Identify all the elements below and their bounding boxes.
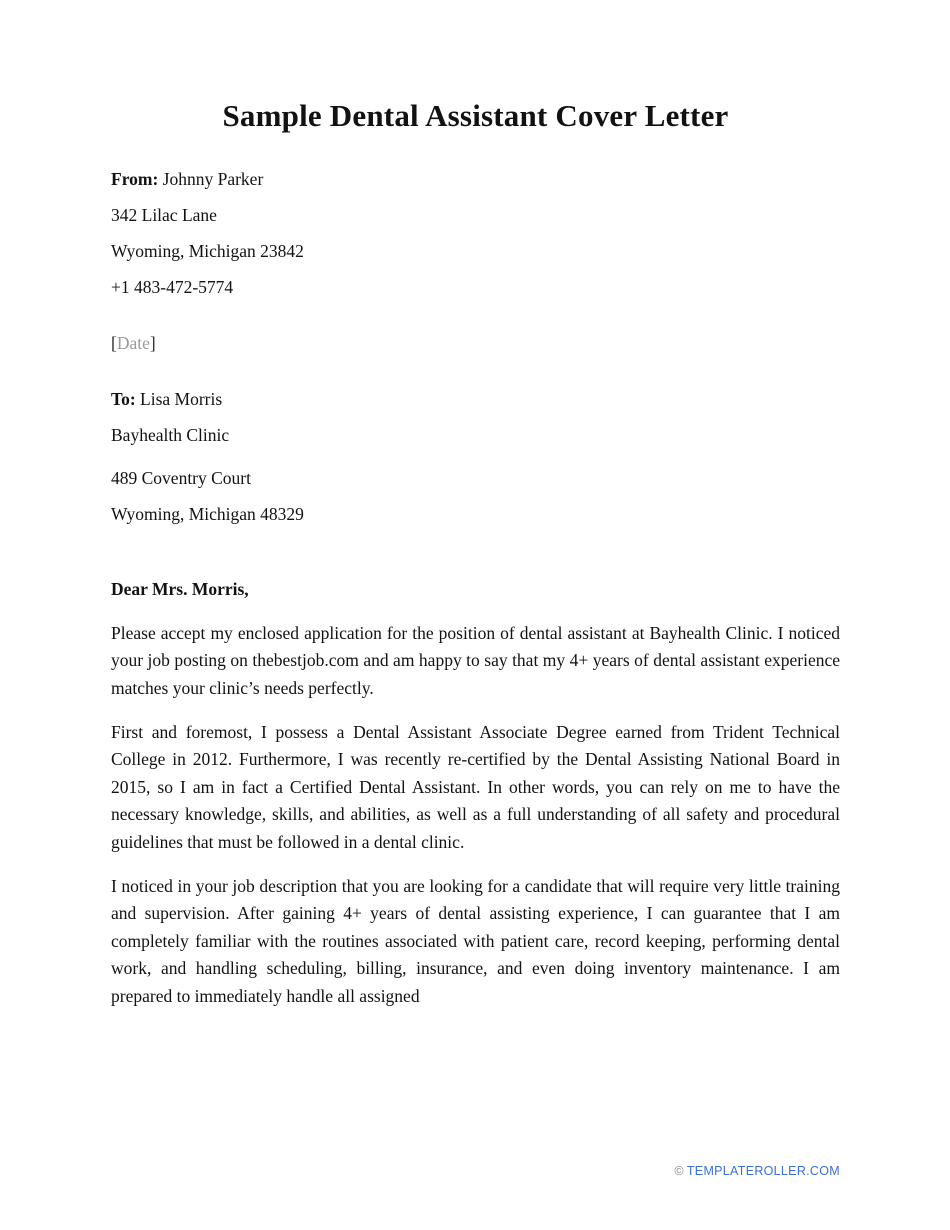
recipient-block [111, 381, 840, 532]
page-footer [674, 1164, 840, 1178]
date-open-bracket: [ [111, 333, 117, 354]
page-title: Sample Dental Assistant Cover Letter [222, 98, 729, 133]
recipient-address-line2: Wyoming, Michigan 48329 [111, 504, 304, 525]
salutation: Dear Mrs. Morris, [111, 579, 249, 600]
recipient-to-line [111, 381, 840, 417]
recipient-name: Lisa Morris [140, 389, 223, 410]
sender-from-line [111, 161, 840, 197]
date-placeholder: Date [116, 333, 150, 354]
date-placeholder-line [111, 325, 840, 361]
sender-phone: +1 483-472-5774 [111, 277, 234, 298]
sender-address-line1: 342 Lilac Lane [111, 205, 217, 226]
templateroller-link[interactable]: TEMPLATEROLLER.COM [686, 1164, 840, 1178]
copyright-icon: © [674, 1164, 684, 1178]
letter-paragraph-2: First and foremost, I possess a Dental Assistant Associate Degree earned from Trident Technical College in 2012. Furthermore, I was recently re-certified by the Dental Assisting National Board in 2015, so I am in fact a Certified Dental Assistant. In other words, you can rely on me to have the necessary knowledge, skills, and abilities, as well as a full understanding of all safety and procedural guidelines that must be followed in a dental clinic. [111, 721, 840, 852]
letter-paragraph-3: I noticed in your job description that you are looking for a candidate that will require very little training and supervision. After gaining 4+ years of dental assisting experience, I can guarantee that I am completely familiar with the routines associated with patient care, record keeping, performing dental work, and handling scheduling, billing, insurance, and even doing inventory maintenance. I am prepared to immediately handle all assigned [111, 875, 840, 1006]
sender-block [111, 161, 840, 305]
recipient-address-line1: 489 Coventry Court [111, 468, 251, 489]
from-label: From: [111, 169, 159, 190]
sender-name: Johnny Parker [162, 169, 264, 190]
to-label: To: [111, 389, 136, 410]
sender-address-line2: Wyoming, Michigan 23842 [111, 241, 304, 262]
date-close-bracket: ] [149, 333, 156, 354]
letter-paragraph-1: Please accept my enclosed application for the position of dental assistant at Bayhealth Clinic. I noticed your job posting on thebestjob.com and am happy to say that my 4+ years of dental assistant experience matches your clinic’s needs perfectly. [111, 622, 840, 698]
recipient-organization: Bayhealth Clinic [111, 425, 230, 446]
